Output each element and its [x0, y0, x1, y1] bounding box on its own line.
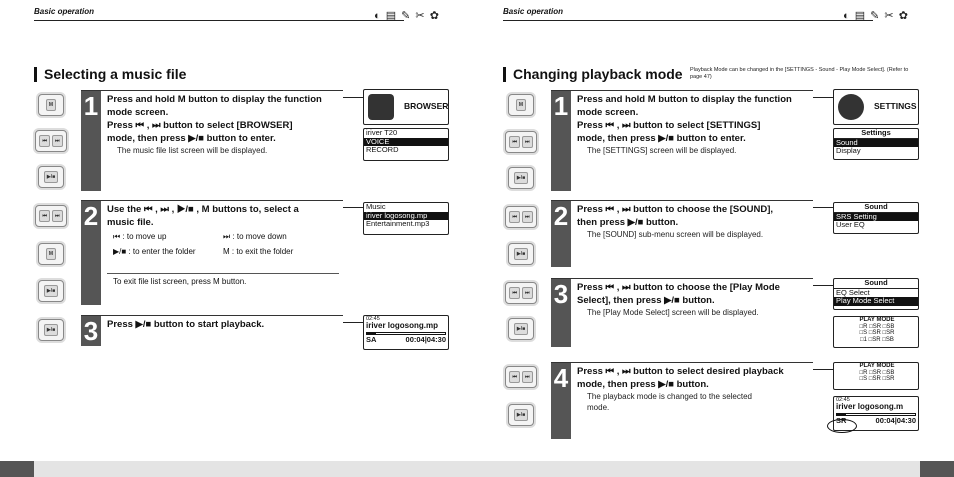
step-2 [551, 200, 813, 266]
section-note: Playback Mode can be changed in the [SETTINGS - Sound - Play Mode Select]. (Refer to page 47) [690, 67, 909, 80]
play-button[interactable] [508, 404, 534, 426]
menu-item: EQ Select [836, 287, 870, 297]
header-rule [34, 20, 404, 21]
next-icon: ⏭ [52, 210, 63, 222]
progress-fill [367, 333, 376, 334]
file-item-selected: iriver logosong.mp [364, 212, 448, 221]
gear-icon [838, 94, 864, 120]
connector-line [343, 322, 363, 323]
playback-title: iriver logosong.mp [366, 321, 439, 330]
sound-header: Sound [834, 203, 918, 213]
play-button[interactable] [38, 166, 64, 188]
footer-bar [477, 461, 920, 477]
play-icon: ▶/■ [44, 285, 58, 297]
step-line: mode screen. [107, 107, 169, 118]
play-mode-indicator: SR [836, 415, 847, 425]
option-down: ⏭ : to move down [223, 232, 287, 241]
footer-tab [0, 461, 34, 477]
play-mode-row: □R □SR □SB [859, 323, 895, 330]
connector-line [813, 97, 833, 98]
browser-screen [363, 89, 449, 125]
prev-icon: ⏮ [509, 211, 520, 223]
prev-icon: ⏮ [509, 287, 520, 299]
m-button[interactable] [38, 243, 64, 265]
playback-status: 02:45 [836, 397, 850, 403]
section-title: Selecting a music file [34, 67, 186, 82]
browser-icon [368, 94, 394, 120]
play-time: 00:04|04:30 [875, 415, 916, 425]
connector-line [343, 207, 363, 208]
play-mode-row: □S □SR □SR [859, 376, 895, 382]
step-1 [81, 90, 343, 190]
play-time: 00:04|04:30 [405, 334, 446, 344]
option-up: ⏮ : to move up [113, 232, 167, 241]
play-icon: ▶/■ [514, 248, 528, 260]
next-icon: ⏭ [52, 135, 63, 147]
step-number: 2 [81, 201, 101, 305]
step-line: Press ⏮ , ⏭ button to select desired playback [577, 366, 784, 377]
header-label: Basic operation [503, 7, 564, 16]
option-exit: M : to exit the folder [223, 247, 294, 256]
step-4 [551, 362, 813, 438]
next-icon: ⏭ [522, 211, 533, 223]
header-label: Basic operation [34, 7, 95, 16]
step-number: 3 [551, 279, 571, 347]
playback-title: iriver logosong.m [836, 402, 904, 411]
step-line: Press ⏮ , ⏭ button to select [BROWSER] [107, 120, 293, 131]
skip-buttons[interactable] [505, 366, 537, 388]
step-1 [551, 90, 813, 190]
play-icon: ▶/■ [44, 324, 58, 336]
step-line: Press ⏮ , ⏭ button to select [SETTINGS] [577, 120, 761, 131]
menu-item-selected: SRS Setting [834, 213, 918, 222]
settings-label: SETTINGS [874, 101, 917, 111]
footer-tab [920, 461, 954, 477]
step-text [107, 93, 322, 156]
prev-icon: ⏮ [39, 210, 50, 222]
step-3 [551, 278, 813, 346]
step-subtext: The [Play Mode Select] screen will be displayed. [587, 308, 759, 317]
step-line: mode, then press ▶/■ button to enter. [577, 133, 746, 144]
step-line: Press ▶/■ button to start playback. [107, 319, 265, 330]
play-button[interactable] [508, 167, 534, 189]
prev-icon: ⏮ [509, 136, 520, 148]
header-icons: ◐ ▤ ✎ ✂ ✿ [843, 10, 909, 22]
menu-item-selected: Sound [834, 139, 918, 148]
next-icon: ⏭ [522, 287, 533, 299]
menu-item: RECORD [366, 145, 399, 154]
menu-item: Display [836, 146, 861, 155]
settings-menu-screen [833, 128, 919, 160]
step-text [577, 203, 773, 240]
sound-menu-screen-2 [833, 278, 919, 310]
step-line: mode screen. [577, 107, 639, 118]
step-subtext: The [SOUND] sub-menu screen will be displayed. [587, 230, 764, 239]
step-line: Press and hold M button to display the function [107, 94, 322, 105]
step-line: mode, then press ▶/■ button. [577, 379, 709, 390]
footer-bar [34, 461, 477, 477]
m-key-label: M [46, 99, 56, 111]
m-button[interactable] [508, 94, 534, 116]
skip-buttons[interactable] [505, 282, 537, 304]
skip-buttons[interactable] [505, 206, 537, 228]
header-rule [503, 20, 873, 21]
file-item: Music [366, 202, 386, 211]
function-menu-screen [363, 128, 449, 161]
step-number: 1 [81, 91, 101, 191]
step-number: 2 [551, 201, 571, 267]
connector-line [813, 369, 833, 370]
step-3 [81, 315, 343, 345]
play-mode-row: □R □SR □SB [859, 369, 895, 376]
skip-buttons[interactable] [35, 130, 67, 152]
play-button[interactable] [38, 280, 64, 302]
step-text [107, 203, 299, 259]
settings-header: Settings [834, 129, 918, 139]
playback-screen [363, 315, 449, 350]
next-icon: ⏭ [522, 371, 533, 383]
play-icon: ▶/■ [44, 171, 58, 183]
m-key-label: M [516, 99, 526, 111]
playback-status: 02:45 [366, 316, 380, 322]
browser-label: BROWSER [404, 101, 449, 111]
step-subtext: mode. [587, 403, 610, 412]
file-item: Entertainment.mp3 [366, 219, 430, 228]
play-icon: ▶/■ [514, 172, 528, 184]
sound-header: Sound [834, 279, 918, 289]
connector-line [813, 207, 833, 208]
step-line: Press ⏮ , ⏭ button to choose the [SOUND], [577, 204, 774, 215]
play-mode-title: PLAY MODE [859, 363, 895, 369]
header-icons: ◐ ▤ ✎ ✂ ✿ [374, 10, 440, 22]
play-button[interactable] [508, 243, 534, 265]
step-note: To exit file list screen, press M button. [113, 277, 247, 286]
play-mode-row: □S □SR □SR [859, 330, 895, 336]
step-line: mode, then press ▶/■ button to enter. [107, 133, 276, 144]
play-mode-title: PLAY MODE [859, 317, 895, 323]
step-line: Press ⏮ , ⏭ button to choose the [Play Mode [577, 282, 780, 293]
step-line: Select], then press ▶/■ button. [577, 295, 715, 306]
menu-item-selected: Play Mode Select [834, 297, 918, 306]
file-list-screen [363, 202, 449, 235]
play-icon: ▶/■ [514, 409, 528, 421]
step-line: Use the ⏮ , ⏭ , ▶/■ , M buttons to, select a [107, 204, 299, 215]
play-icon: ▶/■ [514, 323, 528, 335]
menu-item-selected: VOICE [364, 138, 448, 147]
m-button[interactable] [38, 94, 64, 116]
skip-buttons[interactable] [505, 131, 537, 153]
play-button[interactable] [508, 318, 534, 340]
step-subtext: The [SETTINGS] screen will be displayed. [587, 146, 737, 155]
connector-line [813, 285, 833, 286]
next-icon: ⏭ [522, 136, 533, 148]
step-subtext: The playback mode is changed to the selected [587, 392, 752, 401]
right-page [477, 0, 954, 477]
step-line: Press and hold M button to display the function [577, 94, 792, 105]
step-line: music file. [107, 217, 154, 228]
highlight-ring [827, 415, 857, 433]
skip-buttons[interactable] [35, 205, 67, 227]
m-key-label: M [46, 248, 56, 260]
step-text [577, 93, 792, 156]
prev-icon: ⏮ [39, 135, 50, 147]
step-text [107, 318, 264, 331]
play-mode-screen-2 [833, 362, 919, 390]
step-text [577, 281, 780, 318]
prev-icon: ⏮ [509, 371, 520, 383]
step-2 [81, 200, 343, 304]
option-enter: ▶/■ : to enter the folder [113, 247, 196, 256]
progress-fill [837, 414, 846, 415]
settings-screen [833, 89, 919, 125]
step-text [577, 365, 784, 413]
play-mode-row: □1 □SR □SB [860, 336, 894, 343]
play-mode-indicator: SA [366, 334, 377, 344]
play-button[interactable] [38, 319, 64, 341]
section-title: Changing playback mode [503, 67, 683, 82]
step-subtext: The music file list screen will be displayed. [117, 146, 268, 155]
step-number: 3 [81, 316, 101, 346]
divider [107, 273, 339, 274]
step-line: then press ▶/■ button. [577, 217, 679, 228]
connector-line [343, 97, 363, 98]
play-mode-screen [833, 316, 919, 348]
sound-menu-screen [833, 202, 919, 234]
step-number: 4 [551, 363, 571, 439]
menu-item: User EQ [836, 220, 865, 229]
menu-item: iriver T20 [366, 128, 398, 137]
step-number: 1 [551, 91, 571, 191]
